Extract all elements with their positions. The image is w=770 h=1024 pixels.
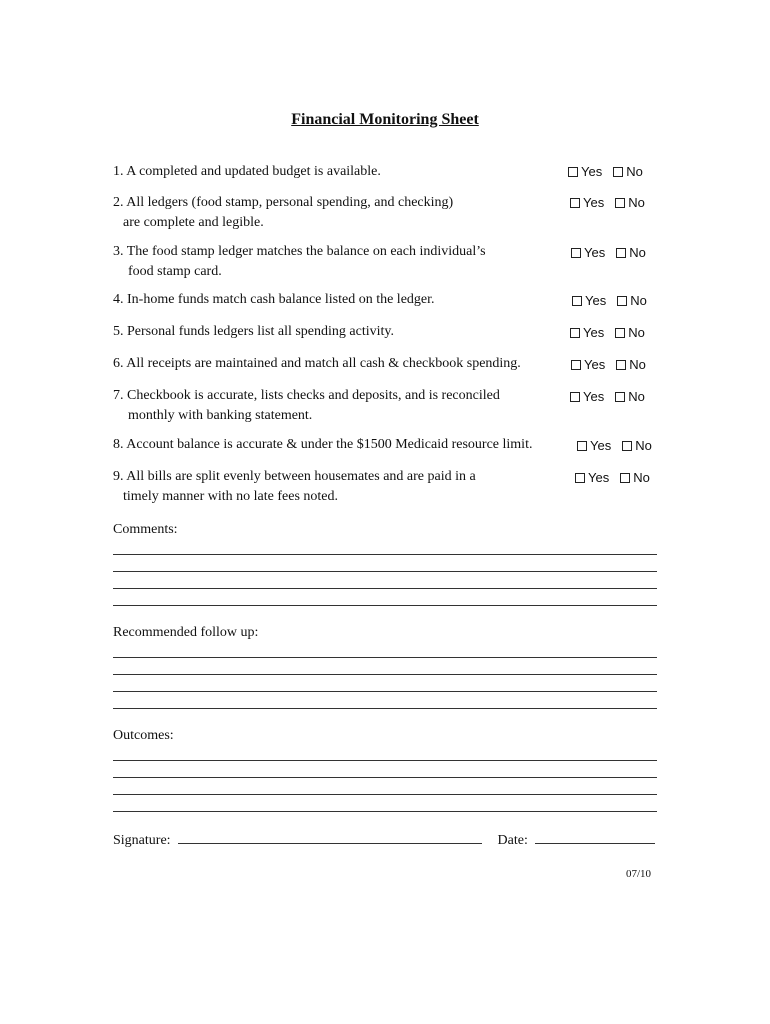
signature-field[interactable] — [178, 831, 482, 844]
yes-no-group-8 — [577, 438, 652, 454]
no-label: No — [628, 389, 645, 404]
checkbox-yes[interactable] — [570, 328, 580, 338]
question-8 — [113, 435, 532, 455]
no-option[interactable] — [617, 293, 647, 308]
no-label: No — [626, 164, 643, 179]
yes-no-group-7 — [570, 389, 645, 405]
yes-option[interactable] — [572, 293, 606, 308]
question-5 — [113, 322, 394, 342]
question-7 — [113, 386, 500, 426]
yes-option[interactable] — [570, 389, 604, 404]
question-2 — [113, 193, 453, 233]
checkbox-yes[interactable] — [571, 248, 581, 258]
no-label: No — [630, 293, 647, 308]
no-option[interactable] — [616, 357, 646, 372]
yes-label: Yes — [590, 438, 612, 453]
yes-option[interactable] — [575, 470, 609, 485]
yes-no-group-4 — [572, 293, 647, 309]
outcomes-line[interactable] — [113, 811, 657, 812]
no-option[interactable] — [615, 195, 645, 210]
yes-no-group-9 — [575, 470, 650, 486]
outcomes-line[interactable] — [113, 777, 657, 778]
question-text: 8. Account balance is accurate & under the $1500 Medicaid resource limit. — [113, 437, 533, 452]
comments-label: Comments: — [113, 522, 178, 537]
no-option[interactable] — [613, 164, 643, 179]
signature-label: Signature: — [113, 833, 171, 848]
question-text: 5. Personal funds ledgers list all spending activity. — [113, 324, 394, 339]
question-text-cont: are complete and legible. — [123, 215, 264, 230]
checkbox-yes[interactable] — [572, 296, 582, 306]
yes-no-group-1 — [568, 164, 643, 180]
checkbox-no[interactable] — [615, 328, 625, 338]
yes-label: Yes — [584, 357, 606, 372]
yes-no-group-5 — [570, 325, 645, 341]
question-text: 4. In-home funds match cash balance listed on the ledger. — [113, 292, 435, 307]
yes-label: Yes — [583, 325, 605, 340]
no-label: No — [628, 325, 645, 340]
no-option[interactable] — [622, 438, 652, 453]
yes-label: Yes — [583, 195, 605, 210]
no-label: No — [633, 470, 650, 485]
outcomes-label: Outcomes: — [113, 728, 174, 743]
question-3 — [113, 242, 486, 282]
checkbox-yes[interactable] — [568, 167, 578, 177]
question-text: 7. Checkbook is accurate, lists checks and deposits, and is reconciled — [113, 388, 500, 403]
followup-line[interactable] — [113, 691, 657, 692]
checkbox-no[interactable] — [616, 360, 626, 370]
checkbox-no[interactable] — [613, 167, 623, 177]
followup-line[interactable] — [113, 674, 657, 675]
signature-row — [113, 831, 655, 849]
comments-line[interactable] — [113, 554, 657, 555]
checkbox-no[interactable] — [617, 296, 627, 306]
no-label: No — [629, 357, 646, 372]
checkbox-no[interactable] — [615, 392, 625, 402]
question-text-cont: timely manner with no late fees noted. — [123, 489, 338, 504]
question-text-cont: food stamp card. — [128, 264, 222, 279]
yes-option[interactable] — [570, 195, 604, 210]
yes-option[interactable] — [570, 325, 604, 340]
checkbox-yes[interactable] — [570, 198, 580, 208]
question-text: 3. The food stamp ledger matches the balance on each individual’s — [113, 244, 486, 259]
question-4 — [113, 290, 435, 310]
question-text: 1. A completed and updated budget is available. — [113, 164, 381, 179]
followup-label: Recommended follow up: — [113, 625, 259, 640]
no-option[interactable] — [616, 245, 646, 260]
followup-line[interactable] — [113, 708, 657, 709]
yes-label: Yes — [584, 245, 606, 260]
checkbox-no[interactable] — [616, 248, 626, 258]
yes-option[interactable] — [568, 164, 602, 179]
followup-line[interactable] — [113, 657, 657, 658]
checkbox-yes[interactable] — [577, 441, 587, 451]
comments-line[interactable] — [113, 571, 657, 572]
yes-option[interactable] — [577, 438, 611, 453]
yes-no-group-2 — [570, 195, 645, 211]
question-1 — [113, 162, 381, 182]
checkbox-no[interactable] — [620, 473, 630, 483]
question-6 — [113, 354, 521, 374]
question-text: 6. All receipts are maintained and match all cash & checkbook spending. — [113, 356, 521, 371]
question-9 — [113, 467, 476, 507]
no-option[interactable] — [615, 325, 645, 340]
outcomes-line[interactable] — [113, 794, 657, 795]
checkbox-yes[interactable] — [570, 392, 580, 402]
comments-line[interactable] — [113, 588, 657, 589]
page-title: Financial Monitoring Sheet — [291, 111, 479, 128]
checkbox-no[interactable] — [615, 198, 625, 208]
question-text: 9. All bills are split evenly between housemates and are paid in a — [113, 469, 476, 484]
yes-label: Yes — [588, 470, 610, 485]
outcomes-line[interactable] — [113, 760, 657, 761]
yes-option[interactable] — [571, 245, 605, 260]
no-label: No — [629, 245, 646, 260]
no-label: No — [628, 195, 645, 210]
comments-line[interactable] — [113, 605, 657, 606]
date-label: Date: — [497, 833, 528, 848]
date-field[interactable] — [535, 831, 655, 844]
yes-no-group-3 — [571, 245, 646, 261]
yes-label: Yes — [585, 293, 607, 308]
checkbox-yes[interactable] — [571, 360, 581, 370]
checkbox-yes[interactable] — [575, 473, 585, 483]
question-text: 2. All ledgers (food stamp, personal spending, and checking) — [113, 195, 454, 210]
no-label: No — [635, 438, 652, 453]
yes-option[interactable] — [571, 357, 605, 372]
no-option[interactable] — [615, 389, 645, 404]
yes-label: Yes — [581, 164, 603, 179]
question-text-cont: monthly with banking statement. — [128, 408, 313, 423]
yes-no-group-6 — [571, 357, 646, 373]
no-option[interactable] — [620, 470, 650, 485]
checkbox-no[interactable] — [622, 441, 632, 451]
form-version: 07/10 — [626, 868, 652, 880]
yes-label: Yes — [583, 389, 605, 404]
